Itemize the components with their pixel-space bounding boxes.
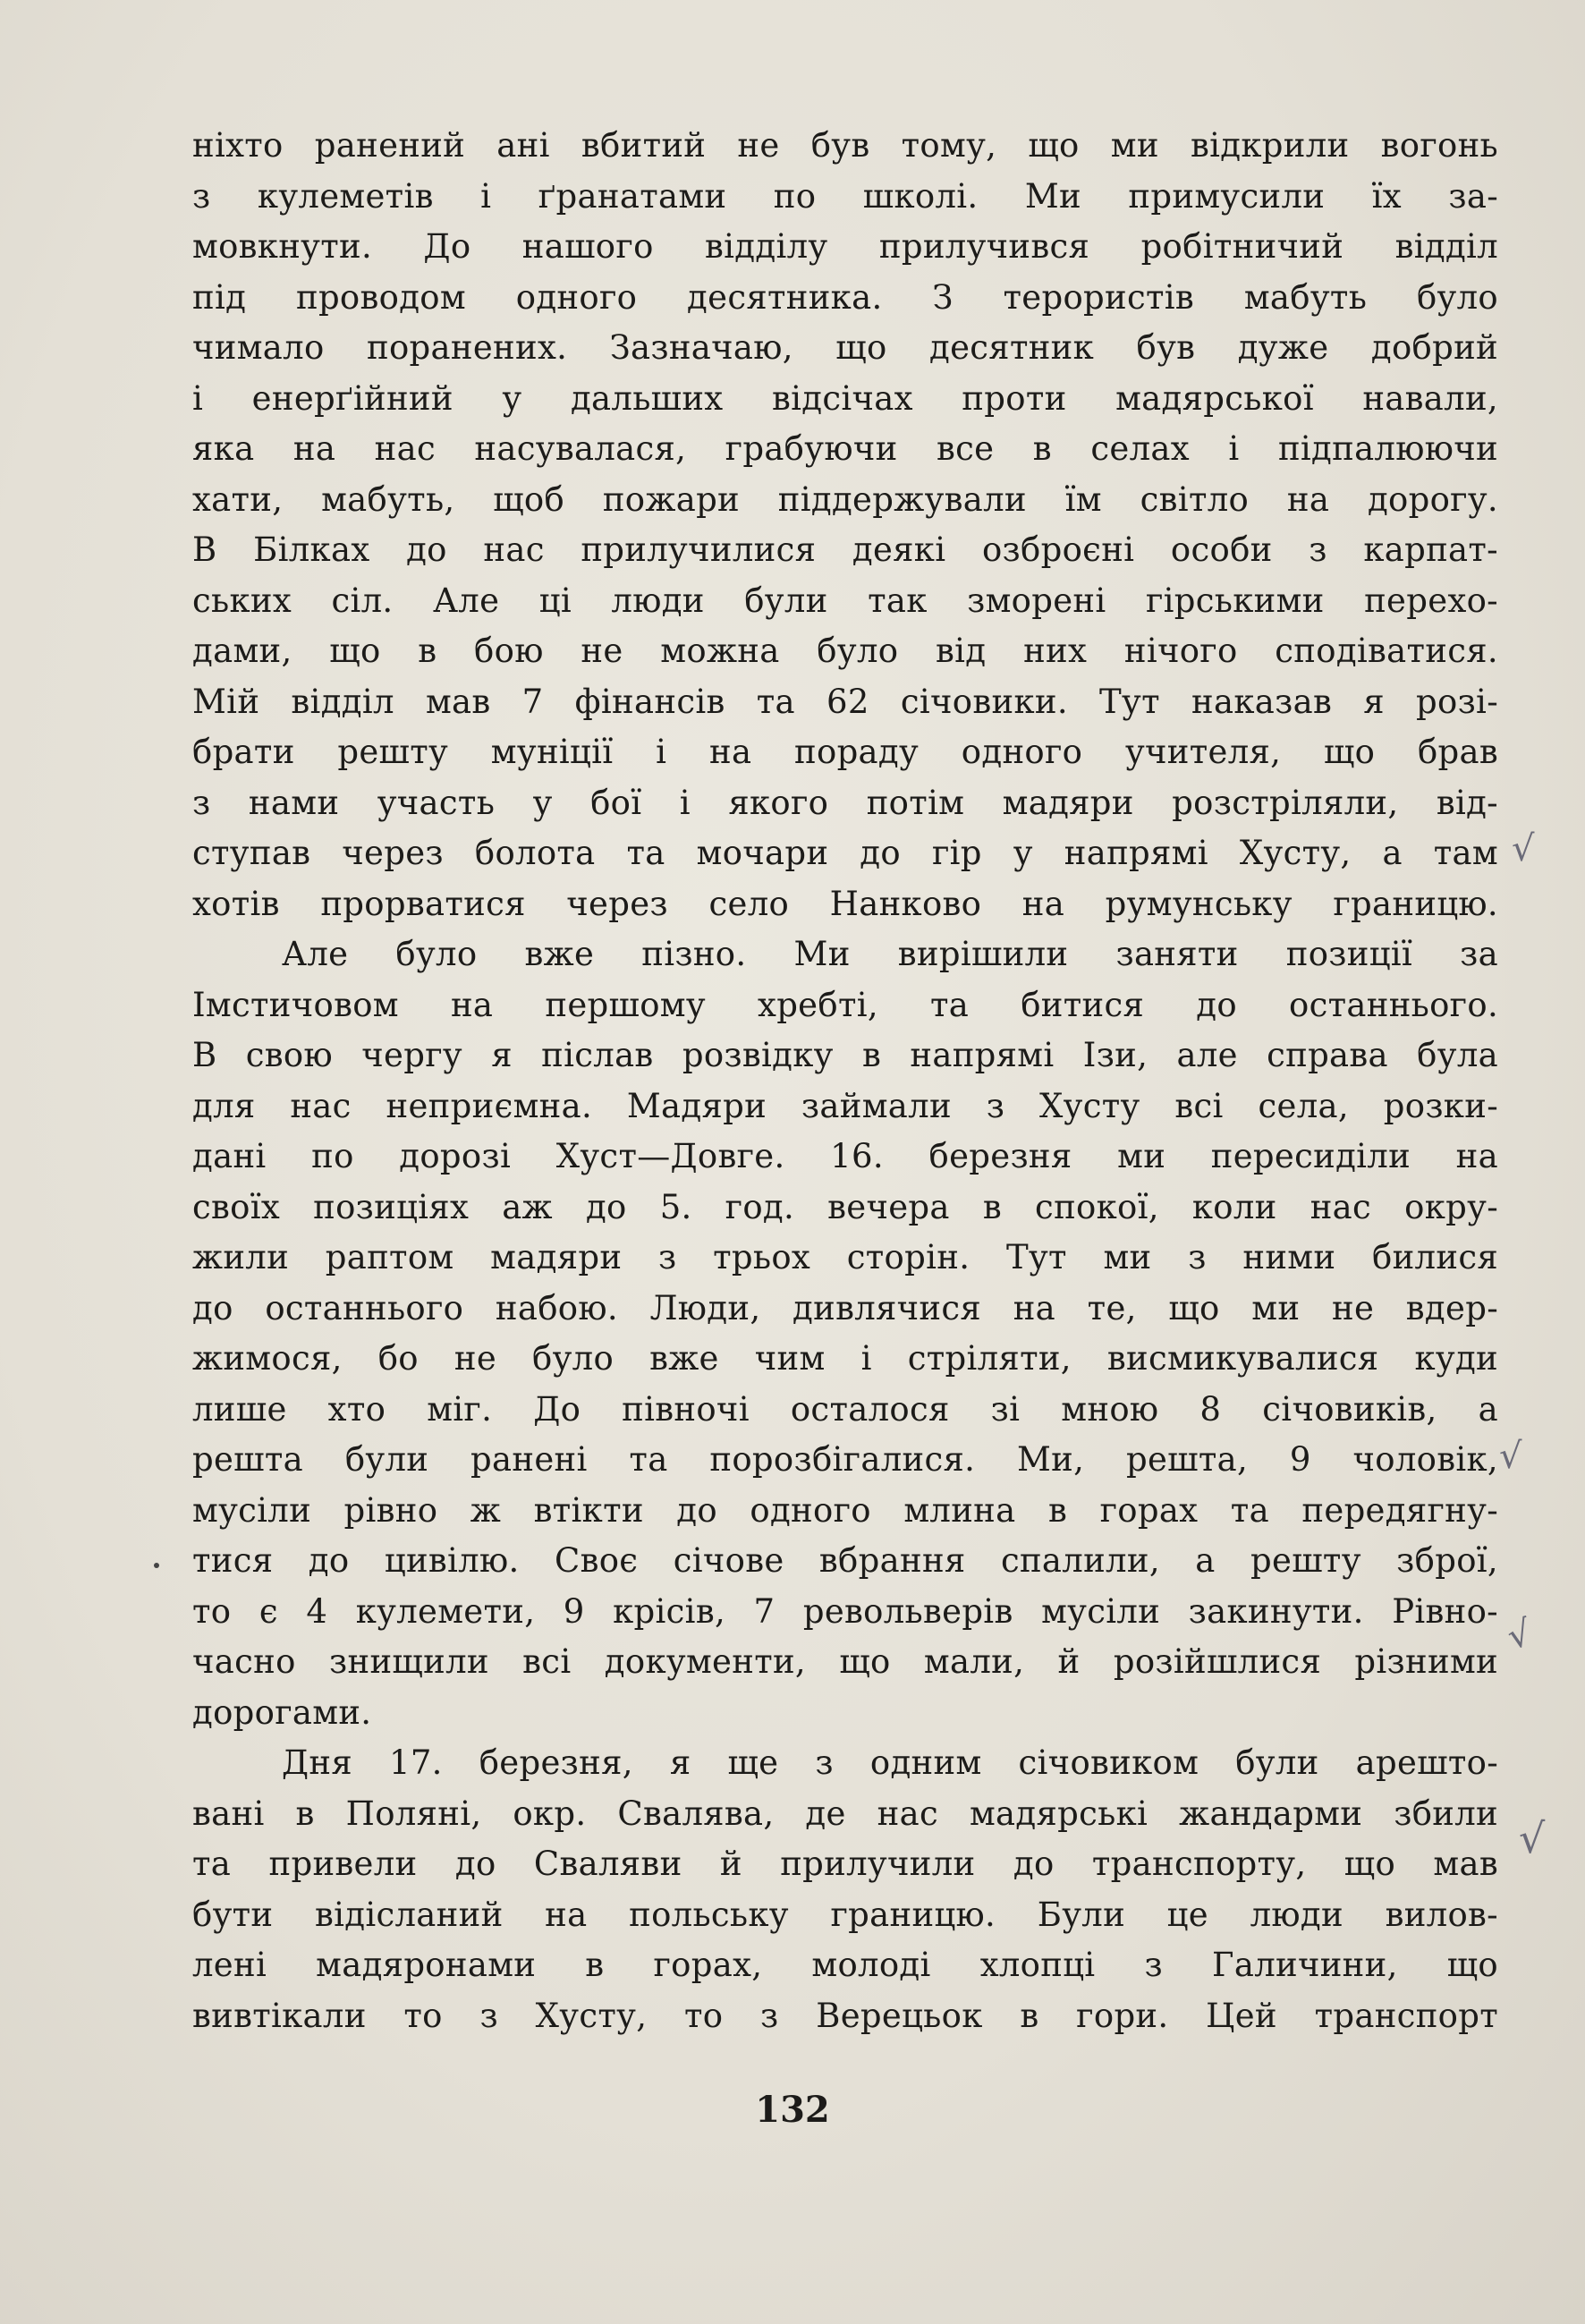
text-line: Імстичовом на першому хребті, та битися до останнього. — [192, 985, 1498, 1024]
text-line: хотів прорватися через село Нанково на румунську границю. — [192, 884, 1498, 923]
text-line: часно знищили всі документи, що мали, й розійшлися різними — [192, 1642, 1498, 1681]
text-line: вані в Поляні, окр. Свалява, де нас мадярські жандарми збили — [192, 1794, 1498, 1833]
text-line: та привели до Сваляви й прилучили до транспорту, що мав — [192, 1845, 1498, 1883]
text-line: тися до цивілю. Своє січове вбрання спалили, а решту зброї, — [192, 1541, 1498, 1580]
page-number: 132 — [755, 2089, 830, 2131]
text-line: Мій відділ мав 7 фінансів та 62 січовики. Тут наказав я розі- — [192, 682, 1498, 721]
text-line: яка на нас насувалася, грабуючи все в селах і підпалюючи — [192, 429, 1498, 468]
text-line: для нас неприємна. Мадяри займали з Хусту всі села, розки- — [192, 1086, 1498, 1125]
checkmark-icon: √ — [1519, 1814, 1546, 1862]
text-line: лише хто міг. До півночі осталося зі мною 8 січовиків, а — [192, 1389, 1498, 1429]
checkmark-icon: √ — [1512, 828, 1535, 869]
text-line: Але було вже пізно. Ми вирішили заняти позиції за — [282, 935, 1498, 973]
text-line: Дня 17. березня, я ще з одним січовиком були арешто- — [282, 1743, 1498, 1782]
text-line: своїх позиціях аж до 5. год. вечера в спокої, коли нас окру- — [192, 1187, 1498, 1226]
text-line: ніхто ранений ані вбитий не був тому, що ми відкрили вогонь — [192, 126, 1498, 165]
text-line: В Білках до нас прилучилися деякі озброєні особи з карпат- — [192, 530, 1498, 569]
text-line: ступав через болота та мочари до гір у напрямі Хусту, а там — [192, 834, 1498, 872]
text-line: мовкнути. До нашого відділу прилучився робітничий відділ — [192, 227, 1498, 266]
text-line: то є 4 кулемети, 9 крісів, 7 револьверів мусіли закинути. Рівно- — [192, 1591, 1498, 1631]
text-line: лені мадяронами в горах, молоді хлопці з Галичини, що — [192, 1946, 1498, 1984]
body-text — [192, 121, 1498, 2041]
text-line: жили раптом мадяри з трьох сторін. Тут ми з ними билися — [192, 1238, 1498, 1277]
checkmark-icon: √ — [1499, 1436, 1522, 1477]
checkmark-icon: √ — [1503, 1612, 1537, 1658]
text-line: жимося, бо не було вже чим і стріляти, висмикувалися куди — [192, 1339, 1498, 1378]
text-line: брати решту муніції і на пораду одного учителя, що брав — [192, 733, 1498, 771]
text-line: хати, мабуть, щоб пожари піддержували їм світло на дорогу. — [192, 479, 1498, 519]
text-line: вивтікали то з Хусту, то з Верецьок в гори. Цей транспорт — [192, 1996, 1498, 2035]
text-line: ських сіл. Але ці люди були так зморені гірськими перехо- — [192, 581, 1498, 620]
text-line: дами, що в бою не можна було від них нічого сподіватися. — [192, 632, 1498, 670]
margin-dot — [154, 1563, 159, 1568]
text-line: під проводом одного десятника. З терористів мабуть було — [192, 277, 1498, 317]
text-line: В свою чергу я післав розвідку в напрямі Ізи, але справа була — [192, 1036, 1498, 1074]
text-line: решта були ранені та порозбігалися. Ми, решта, 9 чоловік, — [192, 1440, 1498, 1479]
text-line: і енерґійний у дальших відсічах проти мадярської навали, — [192, 378, 1498, 418]
text-line: дорогами. — [192, 1692, 372, 1732]
text-line: бути відісланий на польську границю. Були це люди вилов- — [192, 1895, 1498, 1934]
text-line: дані по дорозі Хуст—Довге. 16. березня ми пересиділи на — [192, 1137, 1498, 1175]
text-line: з нами участь у бої і якого потім мадяри розстріляли, від- — [192, 783, 1498, 822]
text-line: до останнього набою. Люди, дивлячися на те, що ми не вдер- — [192, 1288, 1498, 1327]
text-line: мусіли рівно ж втікти до одного млина в горах та передягну- — [192, 1490, 1498, 1530]
text-line: з кулеметів і ґранатами по школі. Ми примусили їх за- — [192, 176, 1498, 216]
text-line: чимало поранених. Зазначаю, що десятник був дуже добрий — [192, 328, 1498, 367]
